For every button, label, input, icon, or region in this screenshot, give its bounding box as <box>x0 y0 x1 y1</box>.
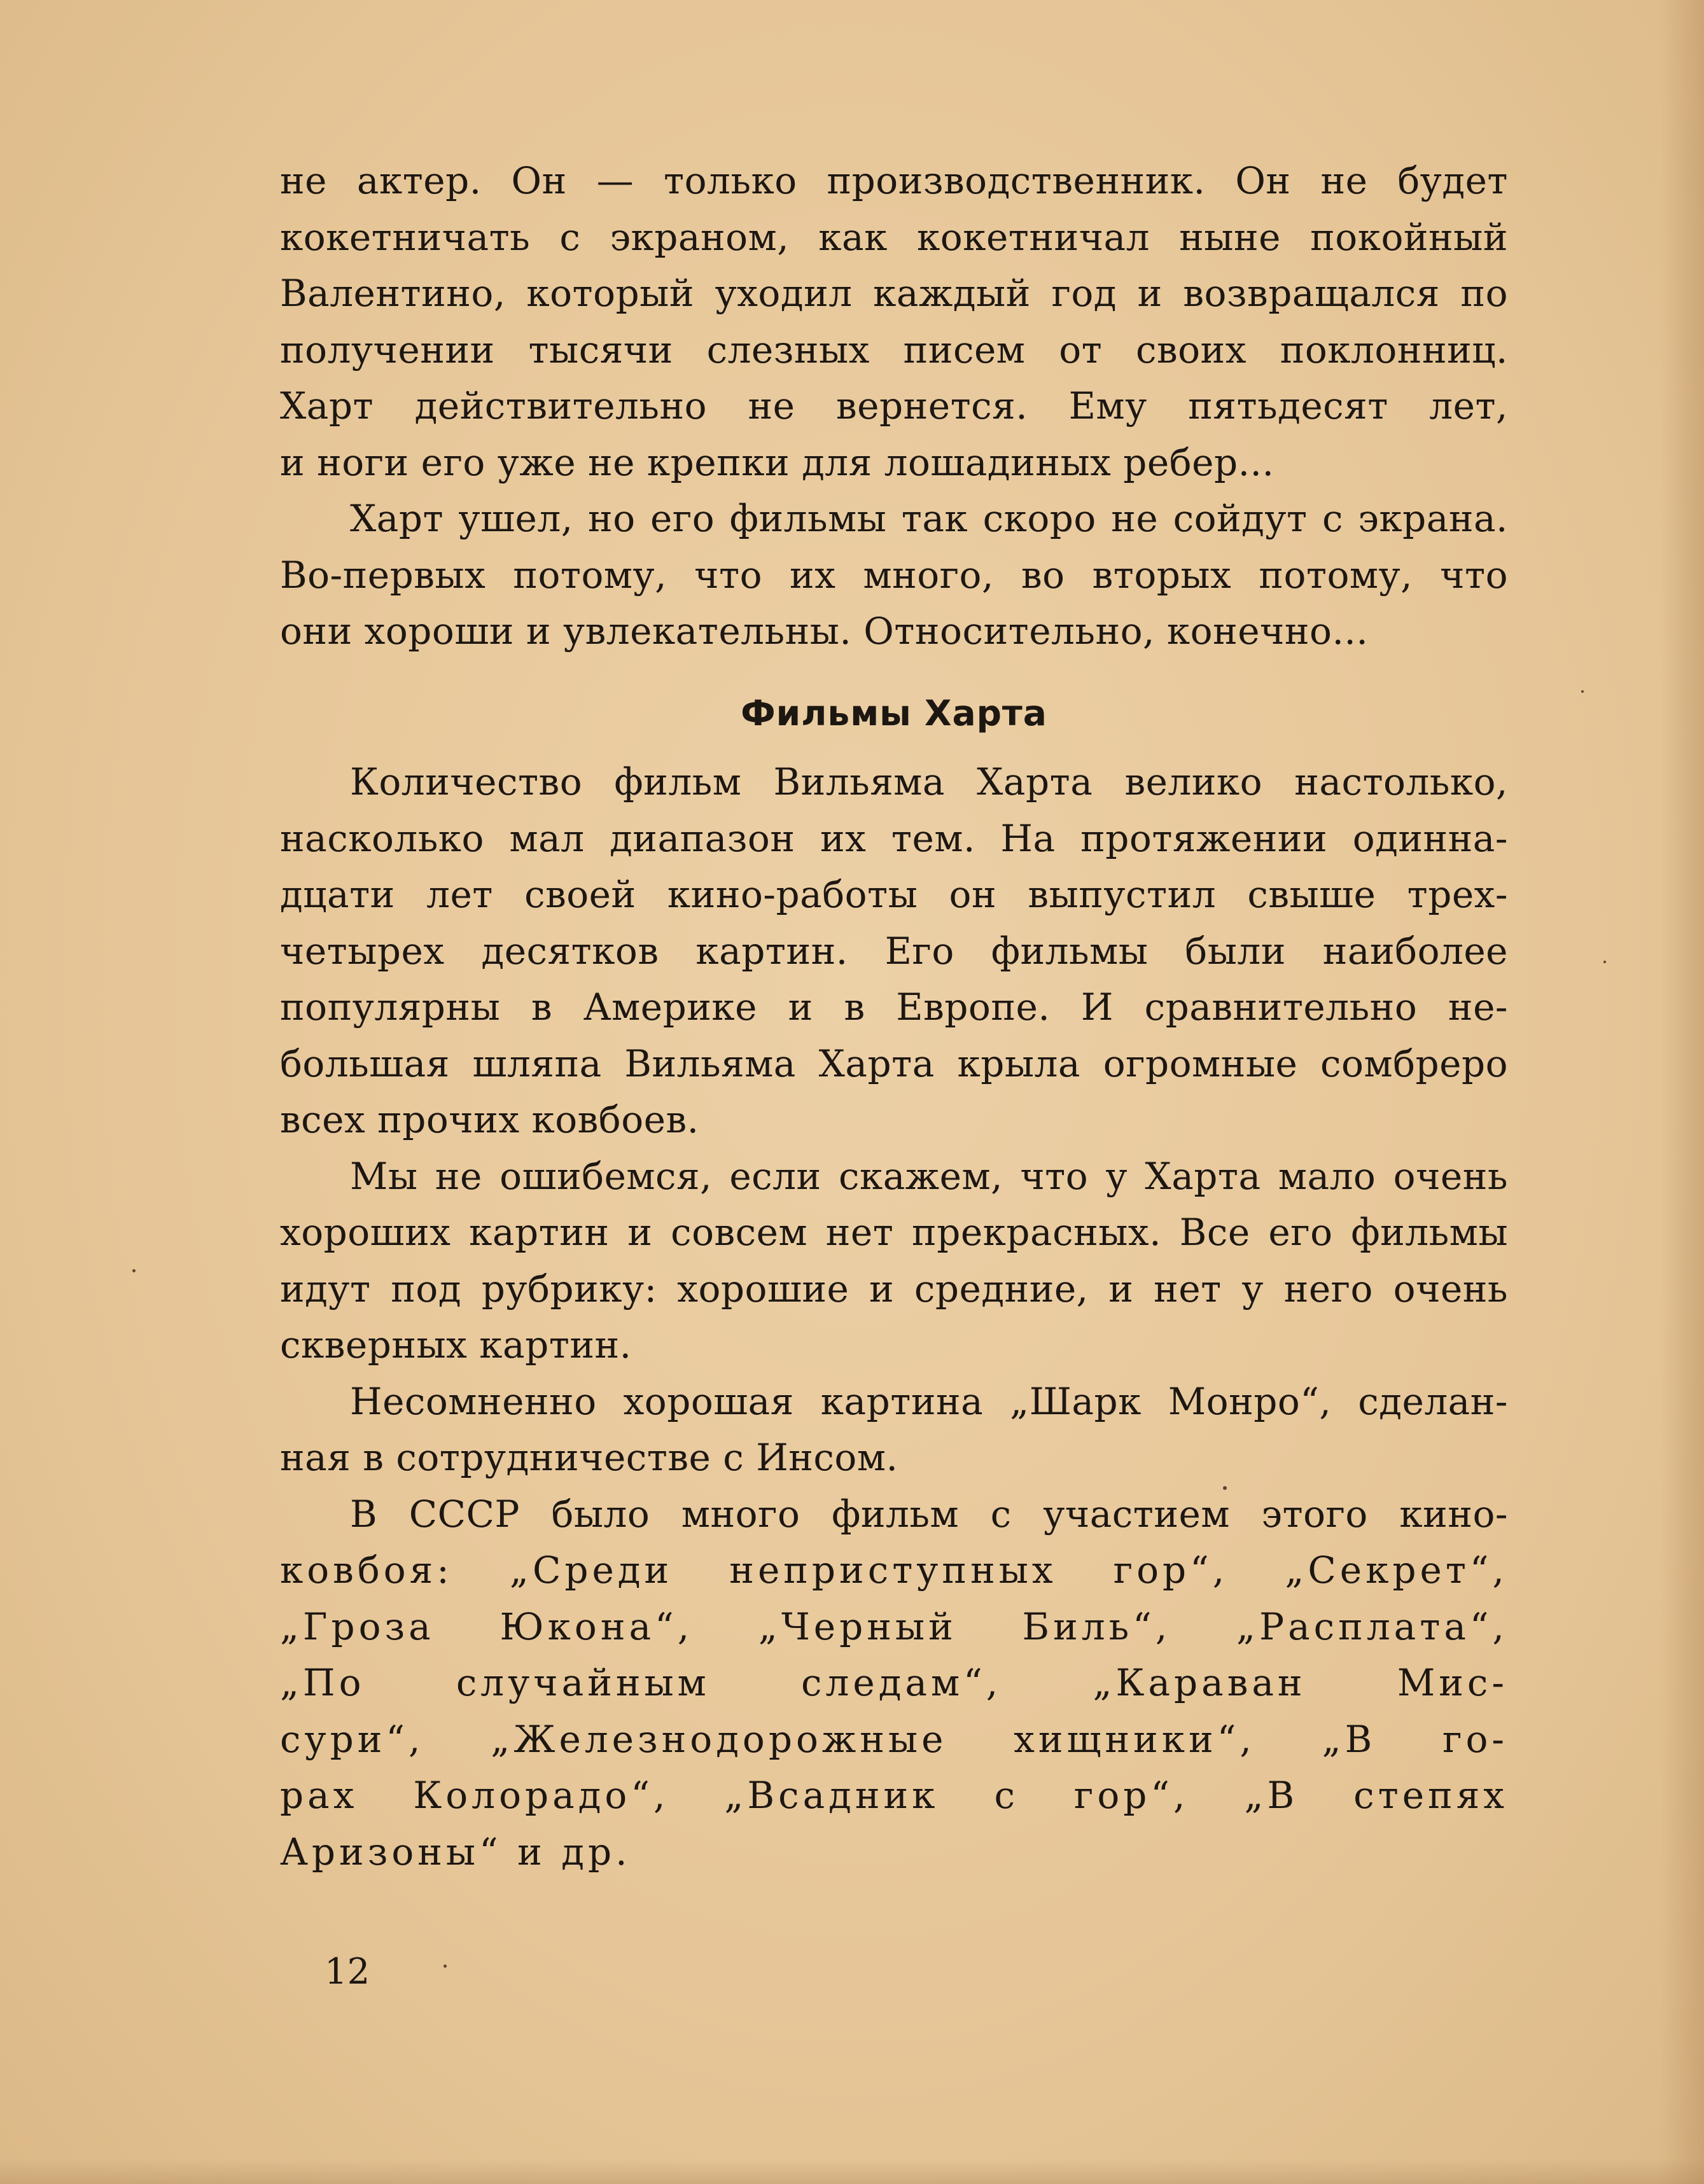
paragraph-6 <box>280 1486 1508 1881</box>
text-line: не актер. Он — только производственник. Он не будет <box>280 159 1508 202</box>
text-line: четырех десятков картин. Его фильмы были наиболее <box>280 929 1508 973</box>
paragraph-5 <box>280 1374 1508 1486</box>
text-line: „Гроза Юкона“, „Черный Биль“, „Расплата“, <box>280 1604 1508 1648</box>
page-number: 12 <box>325 1951 370 1993</box>
text-line: ковбоя: „Среди неприступных гор“, „Секрет“, <box>280 1548 1508 1592</box>
text-line: Мы не ошибемся, если скажем, что у Харта мало очень <box>350 1154 1508 1198</box>
text-line: В СССР было много фильм с участием этого кино- <box>350 1492 1508 1536</box>
page-edge-shadow <box>1659 0 1704 2184</box>
paragraph-3 <box>280 754 1508 1148</box>
text-line: скверных картин. <box>280 1323 632 1367</box>
paper-speck <box>443 1965 447 1968</box>
text-line: идут под рубрику: хорошие и средние, и нет у него очень <box>280 1267 1508 1311</box>
paper-speck <box>1223 1486 1227 1490</box>
paragraph-2 <box>280 490 1508 660</box>
page-edge-shadow-bottom <box>0 2159 1704 2184</box>
section-heading: Фильмы Харта <box>741 692 1047 734</box>
text-line: кокетничать с экраном, как кокетничал ныне покойный <box>280 215 1508 259</box>
paper-speck <box>132 1269 136 1272</box>
text-line: насколько мал диапазон их тем. На протяжении одинна- <box>280 816 1508 860</box>
text-line: Аризоны“ и др. <box>280 1830 631 1874</box>
text-line: ная в сотрудничестве с Инсом. <box>280 1436 898 1479</box>
paragraph-1 <box>280 153 1508 490</box>
text-line: рах Колорадо“, „Всадник с гор“, „В степях <box>280 1774 1508 1817</box>
text-line: Валентино, который уходил каждый год и возвращался по <box>280 272 1508 315</box>
paragraph-4 <box>280 1148 1508 1374</box>
paper-speck <box>1581 690 1584 693</box>
text-line: популярны в Америке и в Европе. И сравнительно не- <box>280 985 1508 1029</box>
text-line: Во-первых потому, что их много, во вторых потому, что <box>280 553 1508 597</box>
text-line: получении тысячи слезных писем от своих поклонниц. <box>280 328 1508 372</box>
text-line: Несомненно хорошая картина „Шарк Монро“, сделан- <box>350 1379 1508 1423</box>
text-line: дцати лет своей кино-работы он выпустил свыше трех- <box>280 873 1508 916</box>
text-line: „По случайным следам“, „Караван Мис- <box>280 1661 1508 1704</box>
text-line: они хороши и увлекательны. Относительно, конечно... <box>280 609 1369 653</box>
text-line: всех прочих ковбоев. <box>280 1098 699 1141</box>
page-text <box>280 153 1508 1880</box>
text-line: Харт ушел, но его фильмы так скоро не сойдут с экрана. <box>350 497 1508 540</box>
paper-speck <box>1603 961 1606 963</box>
text-line: и ноги его уже не крепки для лошадиных ребер... <box>280 440 1275 484</box>
text-line: хороших картин и совсем нет прекрасных. Все его фильмы <box>280 1211 1508 1254</box>
text-line: большая шляпа Вильяма Харта крыла огромные сомбреро <box>280 1041 1508 1085</box>
text-line: Харт действительно не вернется. Ему пятьдесят лет, <box>280 384 1508 428</box>
text-line: Количество фильм Вильяма Харта велико настолько, <box>350 760 1508 803</box>
text-line: сури“, „Железнодорожные хищники“, „В го- <box>280 1717 1508 1761</box>
